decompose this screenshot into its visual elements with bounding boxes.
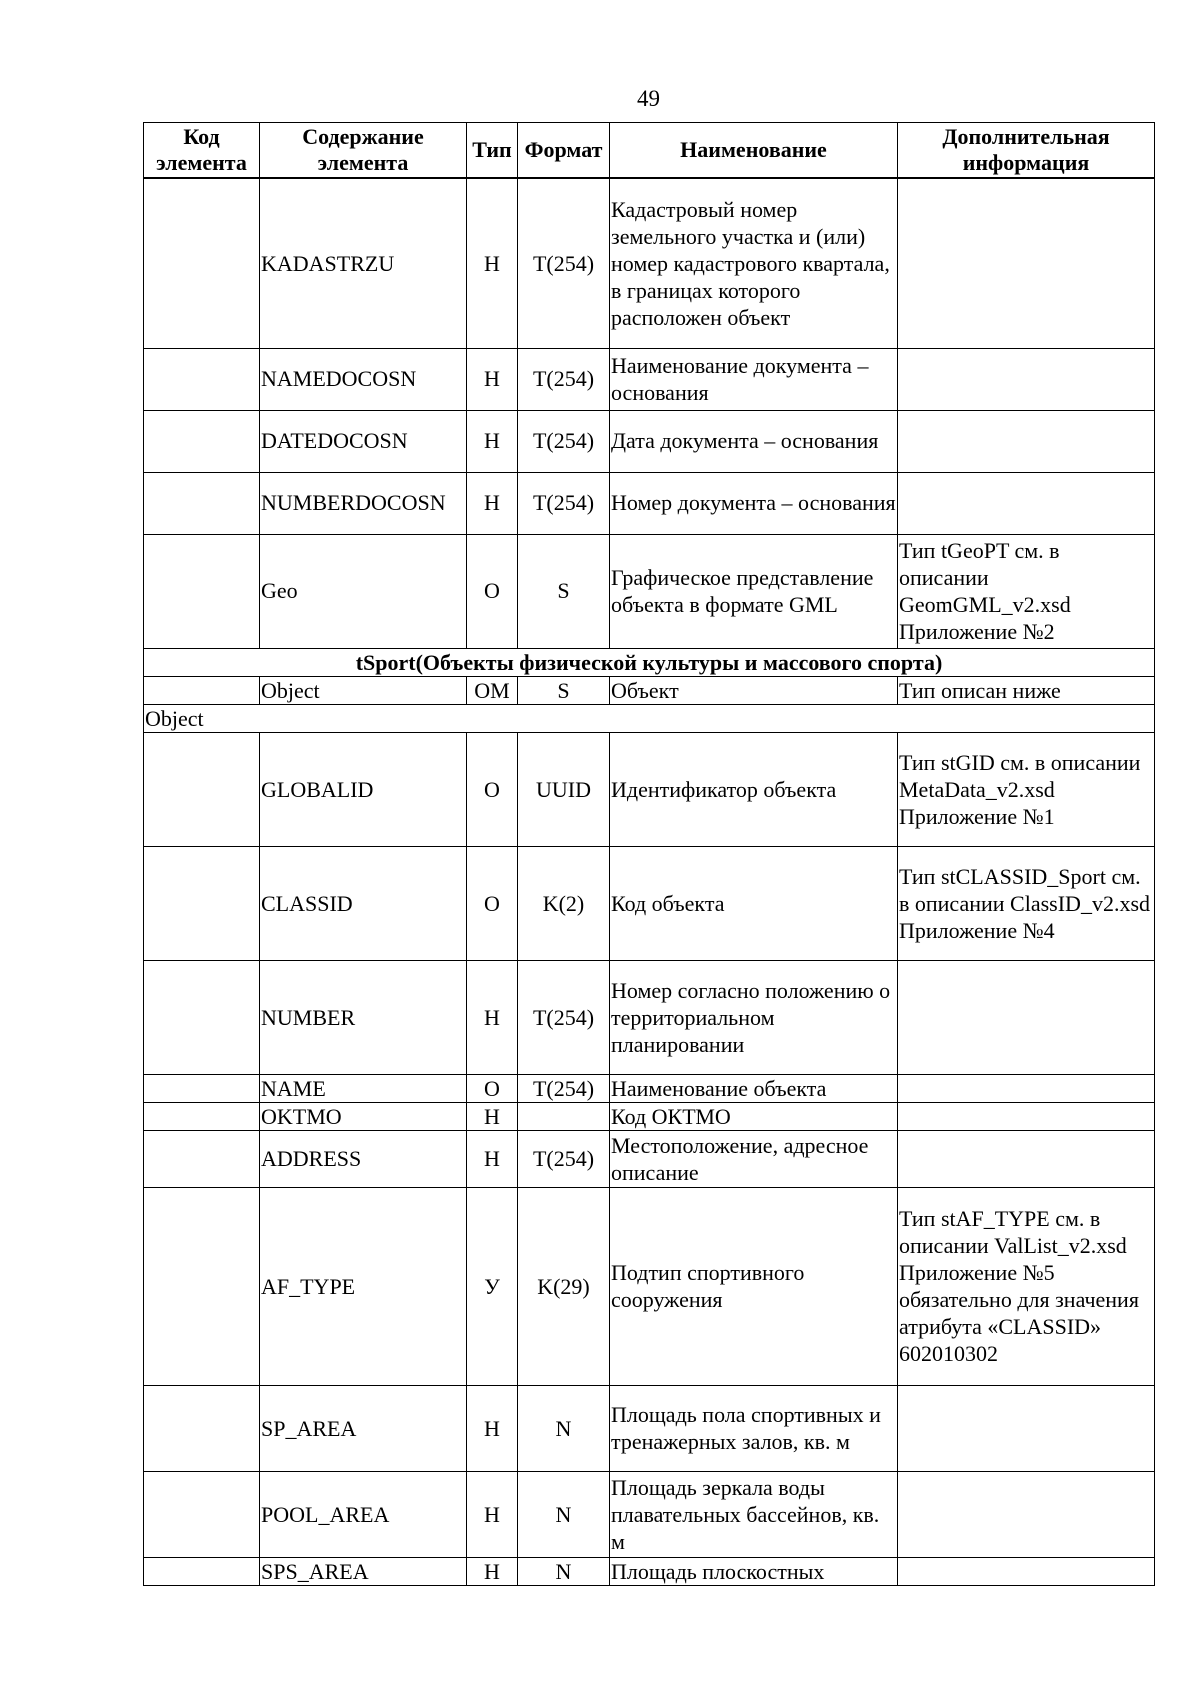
cell-code bbox=[144, 1130, 260, 1187]
cell-type: Н bbox=[467, 1130, 518, 1187]
cell-name: Код ОКТМО bbox=[610, 1102, 898, 1130]
cell-code bbox=[144, 472, 260, 534]
cell-type: Н bbox=[467, 960, 518, 1074]
cell-code bbox=[144, 846, 260, 960]
cell-type: Н bbox=[467, 1557, 518, 1585]
header-info: Дополнительная информация bbox=[898, 123, 1155, 179]
cell-code bbox=[144, 960, 260, 1074]
cell-type: Н bbox=[467, 1385, 518, 1471]
cell-format: N bbox=[518, 1471, 610, 1557]
cell-format: N bbox=[518, 1557, 610, 1585]
table-row bbox=[144, 1102, 1155, 1130]
cell-element: CLASSID bbox=[260, 846, 467, 960]
cell-format: T(254) bbox=[518, 472, 610, 534]
table-row bbox=[144, 1471, 1155, 1557]
object-label: Object bbox=[144, 704, 1155, 732]
table-row bbox=[144, 348, 1155, 410]
cell-code bbox=[144, 1187, 260, 1385]
table-row bbox=[144, 960, 1155, 1074]
cell-format: S bbox=[518, 534, 610, 648]
cell-info bbox=[898, 1557, 1155, 1585]
cell-name: Объект bbox=[610, 676, 898, 704]
cell-name: Номер документа – основания bbox=[610, 472, 898, 534]
cell-element: Geo bbox=[260, 534, 467, 648]
cell-name: Наименование объекта bbox=[610, 1074, 898, 1102]
cell-format: UUID bbox=[518, 732, 610, 846]
cell-info bbox=[898, 1074, 1155, 1102]
cell-info bbox=[898, 1385, 1155, 1471]
cell-code bbox=[144, 676, 260, 704]
section-title-row bbox=[144, 648, 1155, 676]
cell-name: Наименование документа – основания bbox=[610, 348, 898, 410]
cell-format: K(29) bbox=[518, 1187, 610, 1385]
cell-info bbox=[898, 1102, 1155, 1130]
cell-info bbox=[898, 960, 1155, 1074]
table-row bbox=[144, 1130, 1155, 1187]
table-row bbox=[144, 1187, 1155, 1385]
cell-element: NUMBERDOCOSN bbox=[260, 472, 467, 534]
header-type: Тип bbox=[467, 123, 518, 179]
section-title: tSport(Объекты физической культуры и массового спорта) bbox=[144, 648, 1155, 676]
cell-type: Н bbox=[467, 410, 518, 472]
cell-code bbox=[144, 1074, 260, 1102]
cell-name: Площадь плоскостных bbox=[610, 1557, 898, 1585]
cell-name: Площадь пола спортивных и тренажерных залов, кв. м bbox=[610, 1385, 898, 1471]
cell-info: Тип описан ниже bbox=[898, 676, 1155, 704]
cell-element: NUMBER bbox=[260, 960, 467, 1074]
cell-format: T(254) bbox=[518, 410, 610, 472]
table-row bbox=[144, 410, 1155, 472]
cell-name: Подтип спортивного сооружения bbox=[610, 1187, 898, 1385]
cell-format: T(254) bbox=[518, 178, 610, 348]
cell-element: SPS_AREA bbox=[260, 1557, 467, 1585]
table-row bbox=[144, 1385, 1155, 1471]
cell-type: О bbox=[467, 1074, 518, 1102]
cell-name: Код объекта bbox=[610, 846, 898, 960]
cell-type: Н bbox=[467, 1471, 518, 1557]
cell-element: SP_AREA bbox=[260, 1385, 467, 1471]
cell-info: Тип tGeoPT см. в описании GeomGML_v2.xsd Приложение №2 bbox=[898, 534, 1155, 648]
cell-format: K(2) bbox=[518, 846, 610, 960]
cell-format: T(254) bbox=[518, 1074, 610, 1102]
cell-element: NAMEDOCOSN bbox=[260, 348, 467, 410]
cell-element: ADDRESS bbox=[260, 1130, 467, 1187]
cell-element: KADASTRZU bbox=[260, 178, 467, 348]
cell-format: S bbox=[518, 676, 610, 704]
table-row bbox=[144, 846, 1155, 960]
table-row bbox=[144, 534, 1155, 648]
table-row bbox=[144, 1074, 1155, 1102]
cell-name: Дата документа – основания bbox=[610, 410, 898, 472]
cell-name: Графическое представление объекта в формате GML bbox=[610, 534, 898, 648]
cell-type: Н bbox=[467, 178, 518, 348]
header-name: Наименование bbox=[610, 123, 898, 179]
cell-info bbox=[898, 472, 1155, 534]
cell-info bbox=[898, 178, 1155, 348]
cell-format: T(254) bbox=[518, 960, 610, 1074]
cell-format bbox=[518, 1102, 610, 1130]
cell-name: Площадь зеркала воды плавательных бассейнов, кв. м bbox=[610, 1471, 898, 1557]
table-row bbox=[144, 732, 1155, 846]
cell-type: У bbox=[467, 1187, 518, 1385]
cell-name: Идентификатор объекта bbox=[610, 732, 898, 846]
cell-type: О bbox=[467, 534, 518, 648]
cell-element: AF_TYPE bbox=[260, 1187, 467, 1385]
table-row bbox=[144, 1557, 1155, 1585]
spec-table bbox=[143, 122, 1155, 1586]
cell-code bbox=[144, 1471, 260, 1557]
header-code: Код элемента bbox=[144, 123, 260, 179]
cell-element: NAME bbox=[260, 1074, 467, 1102]
header-row bbox=[144, 123, 1155, 179]
cell-info bbox=[898, 1471, 1155, 1557]
cell-format: N bbox=[518, 1385, 610, 1471]
cell-code bbox=[144, 348, 260, 410]
cell-type: Н bbox=[467, 348, 518, 410]
page-number: 49 bbox=[637, 86, 660, 111]
cell-code bbox=[144, 410, 260, 472]
cell-code bbox=[144, 732, 260, 846]
cell-info bbox=[898, 1130, 1155, 1187]
cell-element: DATEDOCOSN bbox=[260, 410, 467, 472]
cell-info bbox=[898, 410, 1155, 472]
cell-info: Тип stCLASSID_Sport см. в описании ClassID_v2.xsd Приложение №4 bbox=[898, 846, 1155, 960]
cell-code bbox=[144, 1102, 260, 1130]
header-format: Формат bbox=[518, 123, 610, 179]
cell-code bbox=[144, 534, 260, 648]
cell-format: T(254) bbox=[518, 348, 610, 410]
cell-name: Местоположение, адресное описание bbox=[610, 1130, 898, 1187]
cell-type: Н bbox=[467, 1102, 518, 1130]
cell-name: Номер согласно положению о территориальном планировании bbox=[610, 960, 898, 1074]
table-row bbox=[144, 178, 1155, 348]
cell-code bbox=[144, 178, 260, 348]
cell-type: О bbox=[467, 846, 518, 960]
cell-code bbox=[144, 1385, 260, 1471]
cell-type: О bbox=[467, 732, 518, 846]
cell-info bbox=[898, 348, 1155, 410]
cell-element: OKTMO bbox=[260, 1102, 467, 1130]
table-row bbox=[144, 676, 1155, 704]
cell-name: Кадастровый номер земельного участка и (или) номер кадастрового квартала, в границах которого расположен объект bbox=[610, 178, 898, 348]
cell-code bbox=[144, 1557, 260, 1585]
cell-info: Тип stGID см. в описании MetaData_v2.xsd Приложение №1 bbox=[898, 732, 1155, 846]
header-element: Содержание элемента bbox=[260, 123, 467, 179]
cell-type: Н bbox=[467, 472, 518, 534]
cell-element: GLOBALID bbox=[260, 732, 467, 846]
cell-type: ОМ bbox=[467, 676, 518, 704]
object-label-row bbox=[144, 704, 1155, 732]
cell-element: POOL_AREA bbox=[260, 1471, 467, 1557]
table-row bbox=[144, 472, 1155, 534]
cell-info: Тип stAF_TYPE см. в описании ValList_v2.xsd Приложение №5 обязательно для значения атрибута «CLASSID» 602010302 bbox=[898, 1187, 1155, 1385]
cell-format: T(254) bbox=[518, 1130, 610, 1187]
cell-element: Object bbox=[260, 676, 467, 704]
